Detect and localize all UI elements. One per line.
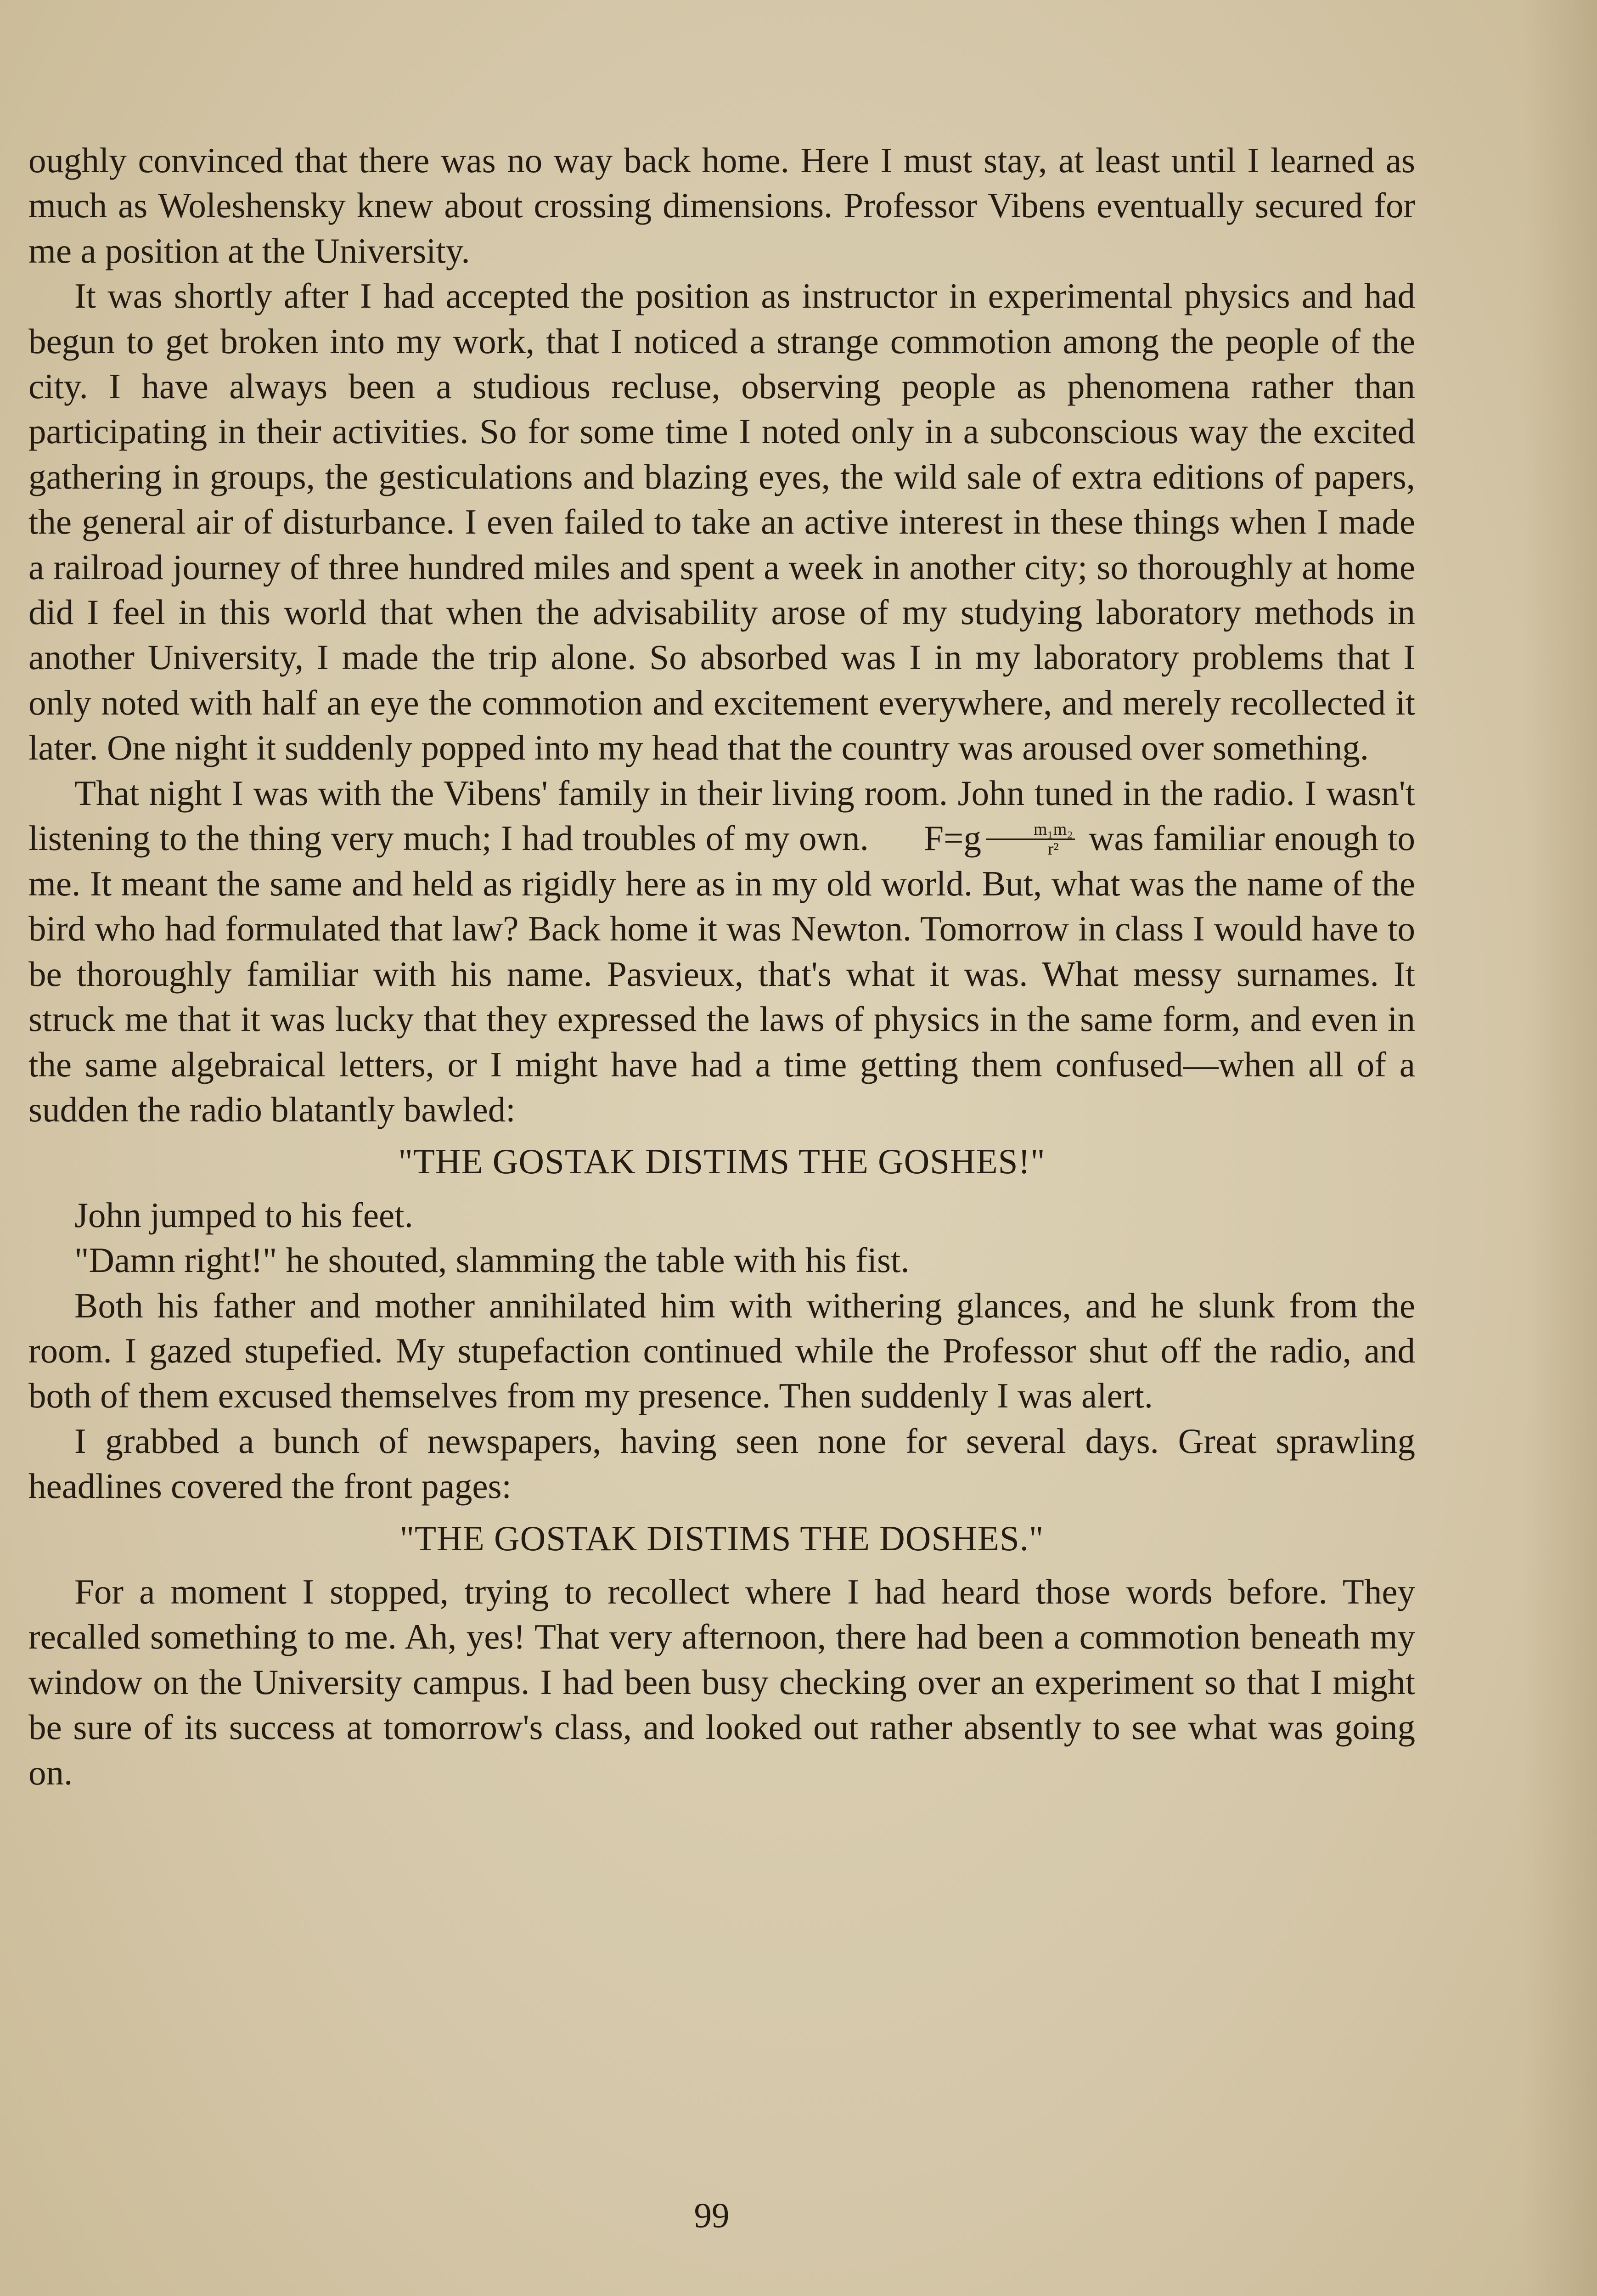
paragraph-3 [28,771,1415,1132]
paragraph-5: "Damn right!" he shouted, slamming the table with his fist. [74,1240,910,1280]
page-number: 99 [694,2195,730,2235]
body-text [28,138,1415,1795]
paragraph-2: It was shortly after I had accepted the position as instructor in experimental physics and had begun to get broken into my work, that I noticed a strange commotion among the people of the city. I have always been a studious recluse, observing people as phenomena rather than participating in their activities. So for some time I noted only in a subconscious way the excited gathering in groups, the gesticulations and blazing eyes, the wild sale of extra editions of papers, the general air of disturbance. I even failed to take an active interest in these things when I made a railroad journey of three hundred miles and spent a week in another city; so thoroughly at home did I feel in this world that when the advisability arose of my studying laboratory methods in another University, I made the trip alone. So absorbed was I in my laboratory problems that I only noted with half an eye the commotion and excitement everywhere, and merely recollected it later. One night it suddenly popped into my head that the country was aroused over something. [28,276,1415,768]
paragraph-3-after: was familiar enough to me. It meant the same and held as rigidly here as in my old world. But, what was the name of the bird who had formulated that law? Back home it was Newton. Tomorrow in class I would have to be thoroughly familiar with his name. Pasvieux, that's what it was. What messy surnames. It struck me that it was lucky that they expressed the laws of physics in the same form, and even in the same algebraical letters, or I might have had a time getting them confused—when all of a sudden the radio blatantly bawled: [28,818,1416,1129]
paragraph-6: Both his father and mother annihilated him with withering glances, and he slunk from the room. I gazed stupefied. My stupefaction continued while the Professor shut off the radio, and both of them excused themselves from my presence. Then suddenly I was alert. [28,1285,1415,1416]
headline-goshes: "THE GOSTAK DISTIMS THE GOSHES!" [398,1142,1046,1182]
paragraph-4: John jumped to his feet. [74,1195,413,1235]
paragraph-3-before: That night I was with the Vibens' family in their living room. John tuned in the radio. I wasn't listening to the thing very much; I had troubles of my own. [28,773,1415,858]
formula-lhs: F=g [924,818,981,858]
paragraph-7: I grabbed a bunch of newspapers, having seen none for several days. Great sprawling headlines covered the front pages: [28,1421,1415,1506]
formula-fraction [986,820,1075,858]
paragraph-8: For a moment I stopped, trying to recollect where I had heard those words before. They recalled something to me. Ah, yes! That very afternoon, there had been a commotion beneath my window on the University campus. I had been busy checking over an experiment so that I might be sure of its success at tomorrow's class, and looked out rather absently to see what was going on. [28,1572,1415,1792]
formula-numerator: m₁m₂ [986,820,1075,840]
headline-doshes: "THE GOSTAK DISTIMS THE DOSHES." [399,1518,1044,1558]
formula-denominator: r² [1047,839,1059,859]
gravity-formula [878,816,1079,861]
paragraph-1: oughly convinced that there was no way back home. Here I must stay, at least until I learned as much as Woleshensky knew about crossing dimensions. Professor Vibens eventually secured for me a position at the University. [28,141,1415,270]
